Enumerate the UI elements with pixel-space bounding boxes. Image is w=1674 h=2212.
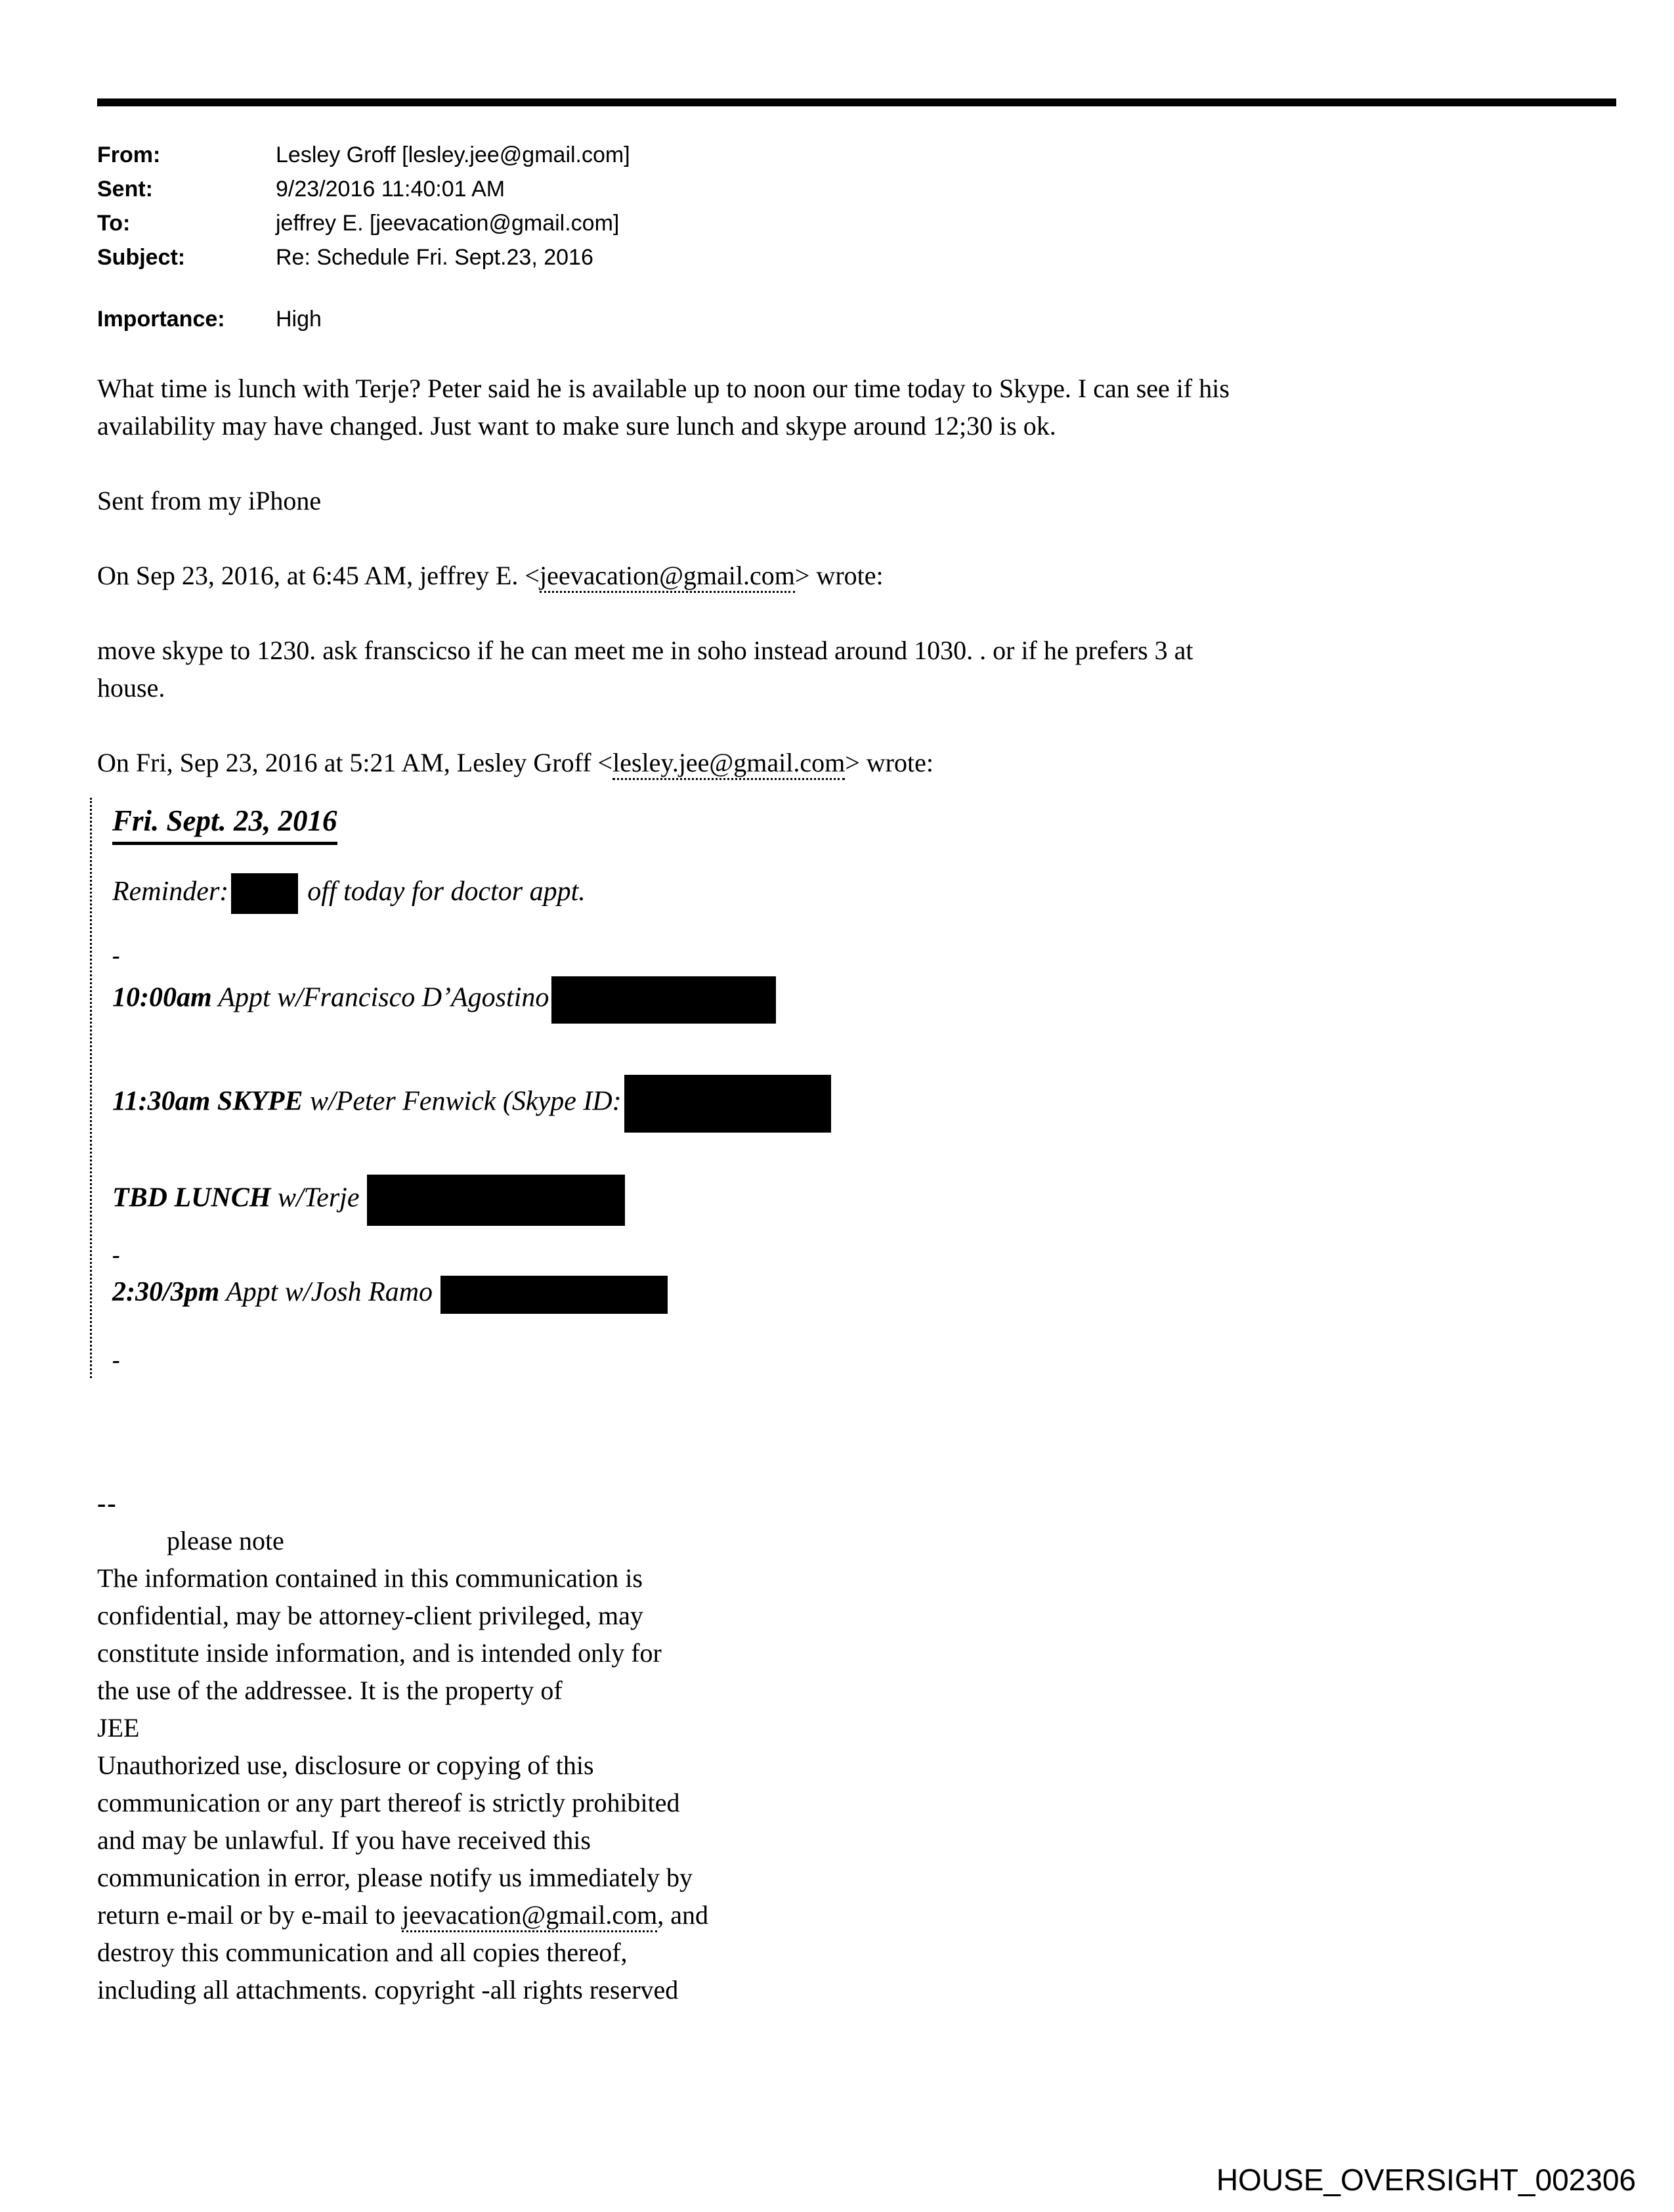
reply1-attribution [97, 557, 1674, 594]
reply1-attribution-suffix: > wrote: [794, 561, 884, 590]
schedule-item-time: 10:00am [112, 983, 212, 1013]
reply1-line-2: house. [97, 673, 165, 703]
reminder-label: Reminder: [112, 877, 229, 907]
disclaimer-email-link[interactable]: jeevacation@gmail.com [402, 1900, 657, 1932]
header-row-subject [97, 240, 630, 274]
importance-value: High [276, 307, 322, 332]
disclaimer-line: confidential, may be attorney-client privileged, may [97, 1600, 643, 1630]
disclaimer-block [97, 1485, 1674, 2008]
disclaimer-line: and may be unlawful. If you have received this [97, 1825, 591, 1855]
redaction-box [624, 1075, 831, 1133]
subject-value: Re: Schedule Fri. Sept.23, 2016 [276, 245, 593, 270]
reply2-attribution [97, 744, 1674, 781]
disclaimer-email-line [97, 1896, 1674, 1934]
schedule-item-10am [112, 976, 1674, 1024]
disclaimer-email-suffix: , and [657, 1899, 708, 1930]
schedule-item-description: Appt w/Francisco D’Agostino [218, 983, 549, 1013]
schedule-separator-dash: - [112, 1242, 120, 1269]
redaction-box [367, 1175, 625, 1226]
message-line-2: availability may have changed. Just want to make sure lunch and skype around 12;30 is ok. [97, 411, 1056, 441]
schedule-item-time: 2:30/3pm [112, 1277, 220, 1308]
mobile-signature: Sent from my iPhone [97, 486, 322, 515]
disclaimer-line: destroy this communication and all copies thereof, [97, 1937, 628, 1967]
schedule-separator-dash: - [112, 942, 120, 969]
disclaimer-line: constitute inside information, and is intended only for [97, 1637, 662, 1668]
please-note-heading: please note [167, 1525, 284, 1555]
message-line-1: What time is lunch with Terje? Peter said he is available up to noon our time today to Skype. I can see if his [97, 374, 1230, 403]
redaction-box [231, 873, 298, 914]
importance-label: Importance: [97, 307, 225, 332]
subject-label: Subject: [97, 245, 186, 270]
schedule-date-row [112, 802, 1674, 845]
to-label: To: [97, 211, 131, 236]
disclaimer-line: including all attachments. copyright -all rights reserved [97, 1974, 679, 2005]
header-separator-bar [97, 98, 1616, 106]
schedule-separator-dash: - [112, 1346, 120, 1373]
sent-label: Sent: [97, 177, 153, 202]
redaction-box [551, 976, 776, 1024]
header-row-to [97, 206, 630, 240]
schedule-date-heading: Fri. Sept. 23, 2016 [112, 802, 337, 845]
redaction-box [440, 1276, 668, 1314]
header-row-from [97, 138, 630, 172]
disclaimer-line: communication or any part thereof is strictly prohibited [97, 1787, 680, 1817]
reply1-attribution-prefix: On Sep 23, 2016, at 6:45 AM, jeffrey E. < [97, 561, 540, 590]
header-row-importance [97, 302, 630, 336]
schedule-item-time: 11:30am SKYPE [112, 1087, 303, 1117]
schedule-item-description: w/Peter Fenwick (Skype ID: [310, 1087, 622, 1117]
reply2-attribution-prefix: On Fri, Sep 23, 2016 at 5:21 AM, Lesley Groff < [97, 748, 613, 777]
disclaimer-line: the use of the addressee. It is the property of [97, 1675, 563, 1705]
signature-separator: -- [97, 1488, 118, 1518]
email-body [0, 355, 1674, 2008]
bates-stamp: HOUSE_OVERSIGHT_002306 [1216, 2163, 1636, 2197]
message-paragraph [97, 370, 1674, 445]
schedule-item-description: Appt w/Josh Ramo [226, 1277, 433, 1308]
schedule-item-description: w/Terje [278, 1183, 360, 1213]
schedule-item-time: TBD LUNCH [112, 1183, 271, 1213]
reply2-attribution-suffix: > wrote: [845, 748, 934, 777]
header-row-sent [97, 172, 630, 206]
disclaimer-line: The information contained in this communication is [97, 1563, 643, 1593]
quoted-schedule-block [90, 798, 1674, 1378]
to-value: jeffrey E. [jeevacation@gmail.com] [276, 211, 620, 236]
schedule-item-230pm [112, 1273, 1674, 1313]
sent-value: 9/23/2016 11:40:01 AM [276, 177, 505, 202]
disclaimer-line: communication in error, please notify us immediately by [97, 1862, 693, 1892]
disclaimer-line: JEE [97, 1712, 140, 1743]
reply1-line-1: move skype to 1230. ask franscicso if he can meet me in soho instead around 1030. . or if he prefers 3 at [97, 636, 1193, 665]
from-value: Lesley Groff [lesley.jee@gmail.com] [276, 142, 630, 167]
from-label: From: [97, 142, 161, 167]
reply1-email-link[interactable]: jeevacation@gmail.com [540, 561, 795, 593]
email-header [97, 138, 630, 336]
disclaimer-email-prefix: return e-mail or by e-mail to [97, 1899, 402, 1930]
reminder-text: off today for doctor appt. [307, 877, 586, 907]
reply2-email-link[interactable]: lesley.jee@gmail.com [612, 748, 845, 780]
schedule-reminder [112, 873, 1674, 914]
reply1-message [97, 632, 1674, 706]
schedule-item-1130am [112, 1075, 1674, 1133]
disclaimer-line: Unauthorized use, disclosure or copying of this [97, 1750, 594, 1780]
schedule-item-tbd-lunch [112, 1175, 1674, 1226]
